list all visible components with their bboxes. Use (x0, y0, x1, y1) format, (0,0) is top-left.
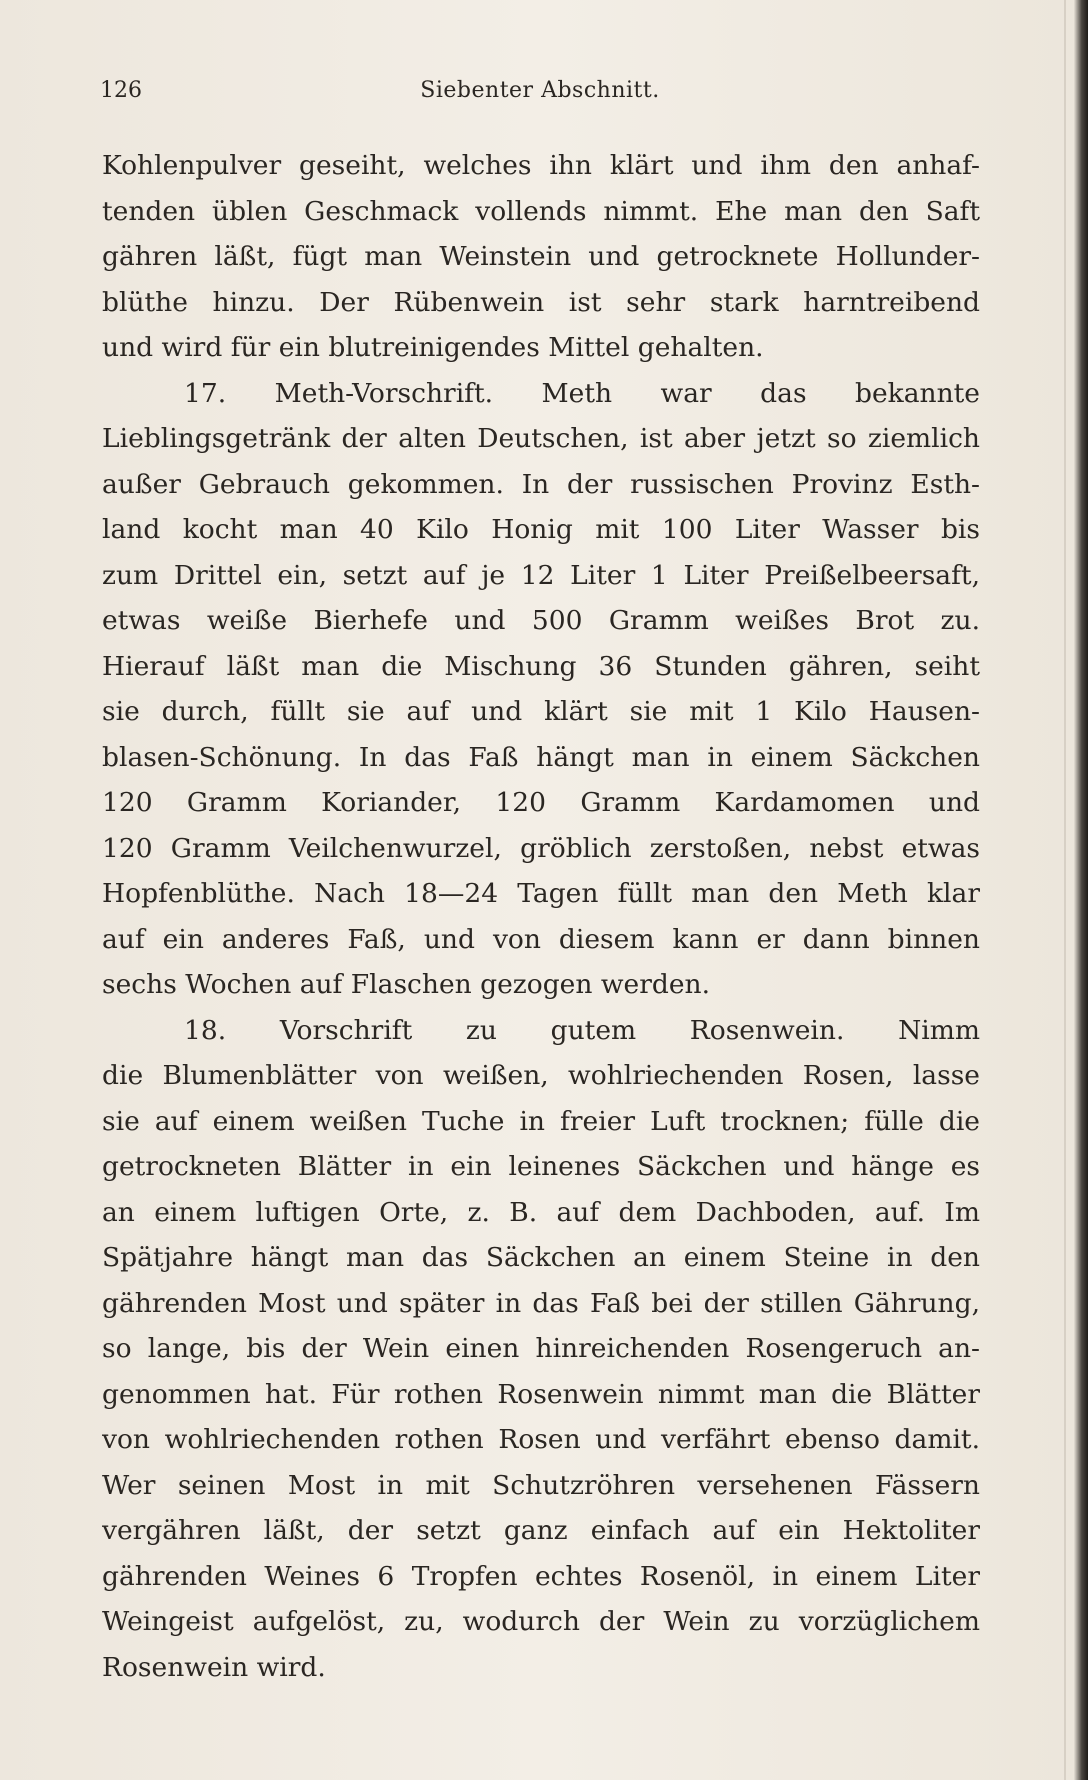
text-line: gähren läßt, fügt man Weinstein und getrocknete Hollunder- (102, 241, 980, 272)
section-heading-line: 18. Vorschrift zu gutem Rosenwein. Nimm (184, 1014, 980, 1046)
text-line: sechs Wochen auf Flaschen gezogen werden. (102, 969, 710, 1000)
text-line: 120 Gramm Koriander, 120 Gramm Kardamomen und (102, 787, 980, 818)
text-line: Hierauf läßt man die Mischung 36 Stunden gähren, seiht (102, 650, 980, 682)
text-line: auf ein anderes Faß, und von diesem kann er dann binnen (102, 923, 980, 955)
text-line: so lange, bis der Wein einen hinreichenden Rosengeruch an- (102, 1333, 980, 1364)
text-line: blüthe hinzu. Der Rübenwein ist sehr stark harntreibend (102, 286, 980, 318)
text-line: außer Gebrauch gekommen. In der russischen Provinz Esth- (102, 468, 980, 500)
text-line: die Blumenblätter von weißen, wohlriechenden Rosen, lasse (102, 1060, 980, 1091)
text-line: sie durch, füllt sie auf und klärt sie mit 1 Kilo Hausen- (102, 696, 980, 727)
text-line: getrockneten Blätter in ein leinenes Säckchen und hänge es (102, 1151, 980, 1182)
body-text (102, 143, 980, 1690)
running-head: Siebenter Abschnitt. (420, 78, 660, 103)
text-line: genommen hat. Für rothen Rosenwein nimmt man die Blätter (102, 1378, 980, 1410)
text-line: vergähren läßt, der setzt ganz einfach auf ein Hektoliter (102, 1515, 980, 1546)
text-line: Lieblingsgetränk der alten Deutschen, ist aber jetzt so ziemlich (102, 423, 980, 454)
text-line: zum Drittel ein, setzt auf je 12 Liter 1 Liter Preißelbeersaft, (102, 559, 980, 591)
text-line: gährenden Most und später in das Faß bei der stillen Gährung, (102, 1287, 980, 1319)
text-line: an einem luftigen Orte, z. B. auf dem Dachboden, auf. Im (102, 1196, 980, 1228)
text-line: tenden üblen Geschmack vollends nimmt. Ehe man den Saft (102, 195, 980, 227)
text-line: 120 Gramm Veilchenwurzel, gröblich zerstoßen, nebst etwas (102, 832, 980, 864)
text-line: sie auf einem weißen Tuche in freier Luft trocknen; fülle die (102, 1105, 980, 1137)
text-line: Hopfenblüthe. Nach 18—24 Tagen füllt man den Meth klar (102, 878, 980, 909)
book-spine-edge (1074, 0, 1088, 1780)
text-line: etwas weiße Bierhefe und 500 Gramm weißes Brot zu. (102, 605, 980, 636)
text-line: blasen-Schönung. In das Faß hängt man in einem Säckchen (102, 741, 980, 773)
text-line: Weingeist aufgelöst, zu, wodurch der Wein zu vorzüglichem (102, 1606, 980, 1637)
text-line: von wohlriechenden rothen Rosen und verfährt ebenso damit. (102, 1424, 980, 1455)
text-line: und wird für ein blutreinigendes Mittel gehalten. (102, 332, 764, 363)
text-line: Spätjahre hängt man das Säckchen an einem Steine in den (102, 1242, 980, 1273)
text-line: land kocht man 40 Kilo Honig mit 100 Liter Wasser bis (102, 514, 980, 545)
text-line: gährenden Weines 6 Tropfen echtes Rosenöl, in einem Liter (102, 1560, 980, 1592)
section-heading-line: 17. Meth-Vorschrift. Meth war das bekannte (184, 377, 980, 409)
text-line: Kohlenpulver geseiht, welches ihn klärt und ihm den anhaf- (102, 150, 980, 181)
page-fold-line (1064, 0, 1066, 1780)
page-number: 126 (100, 78, 142, 103)
page-header (100, 78, 980, 110)
text-line: Wer seinen Most in mit Schutzröhren versehenen Fässern (102, 1469, 980, 1501)
text-line: Rosenwein wird. (102, 1651, 326, 1683)
